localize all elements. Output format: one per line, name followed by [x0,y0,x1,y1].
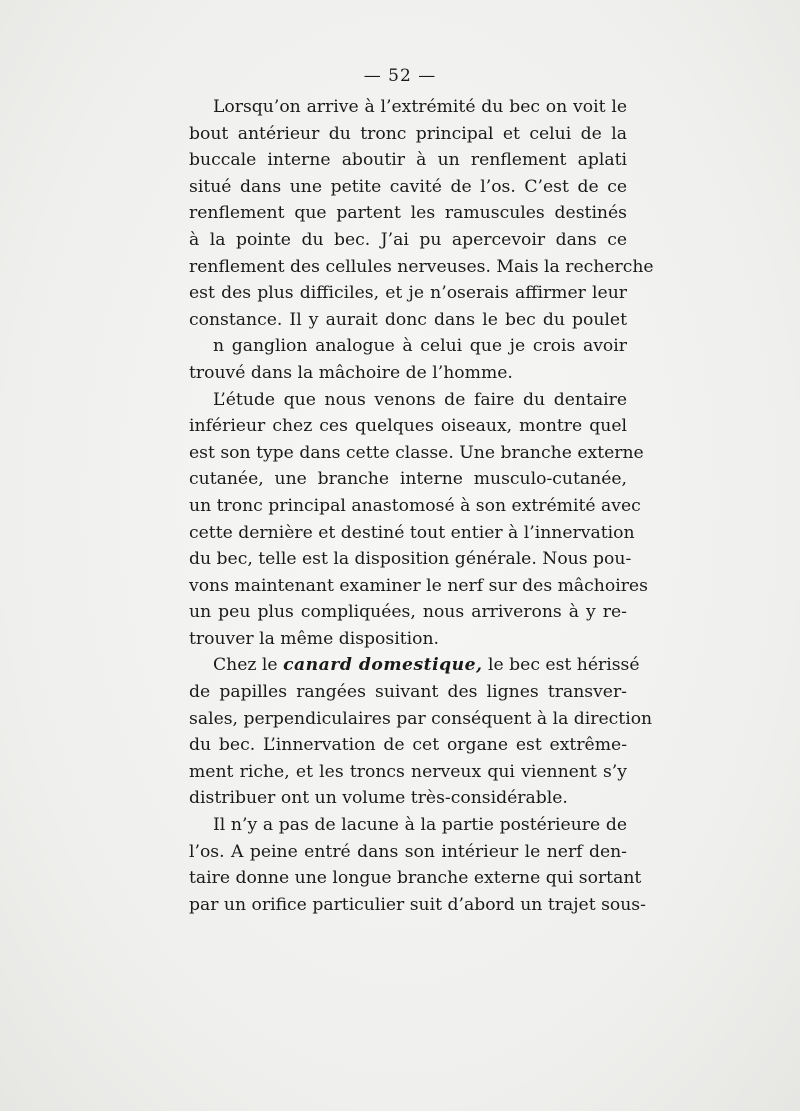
text-line: cette dernière et destiné tout entier à l’innervation [189,522,635,543]
text-line: buccale interne aboutir à un renflement aplati [189,150,627,171]
text-line: Il n’y a pas de lacune à la partie postérieure de [213,815,627,836]
text-line: l’os. A peine entré dans son intérieur le nerf den- [189,841,627,862]
text-fragment: Chez le [213,655,278,676]
text-line [189,652,640,679]
text-line: trouver la même disposition. [189,628,439,649]
text-line: taire donne une longue branche externe qui sortant [189,868,642,889]
text-line: renflement que partent les ramuscules destinés [189,203,627,224]
paragraph-2 [189,387,648,653]
text-line: est son type dans cette classe. Une branche externe [189,442,644,463]
paragraph-3 [189,652,653,812]
text-line: L’étude que nous venons de faire du dentaire [213,389,627,410]
text-line: ment riche, et les troncs nerveux qui viennent s’y [189,761,627,782]
text-line: situé dans une petite cavité de l’os. C’est de ce [189,176,627,197]
page-number: — 52 — [363,66,437,86]
body-text [189,94,654,918]
text-line: constance. Il y aurait donc dans le bec du poulet [189,309,627,330]
text-line: de papilles rangées suivant des lignes transver- [189,682,627,703]
text-line: un tronc principal anastomosé à son extrémité avec [189,495,641,516]
text-line: un peu plus compliquées, nous arriverons à y re- [189,602,627,623]
text-line: inférieur chez ces quelques oiseaux, montre quel [189,416,627,437]
emphasized-term: canard domestique, [283,655,483,676]
text-line: renflement des cellules nerveuses. Mais la recherche [189,256,654,277]
text-line: Lorsqu’on arrive à l’extrémité du bec on voit le [213,97,627,117]
paragraph-1 [189,94,654,387]
text-line: du bec. L’innervation de cet organe est extrême- [189,735,627,756]
text-line: à la pointe du bec. J’ai pu apercevoir dans ce [189,229,627,250]
text-line: par un orifice particulier suit d’abord un trajet sous- [189,894,646,915]
text-line: sales, perpendiculaires par conséquent à la direction [189,708,653,729]
text-line: du bec, telle est la disposition générale. Nous pou- [189,549,632,570]
text-line: trouvé dans la mâchoire de l’homme. [189,362,513,383]
text-line: vons maintenant examiner le nerf sur des mâchoires [189,575,648,596]
text-fragment: le bec est hérissé [488,655,640,676]
paragraph-4 [189,812,646,918]
text-line: est des plus difficiles, et je n’oserais affirmer leur [189,283,627,304]
text-line: n ganglion analogue à celui que je crois avoir [213,336,627,357]
text-line: bout antérieur du tronc principal et celui de la [189,123,627,144]
text-line: cutanée, une branche interne musculo-cutanée, [189,469,627,490]
text-line: distribuer ont un volume très-considérable. [189,788,568,809]
